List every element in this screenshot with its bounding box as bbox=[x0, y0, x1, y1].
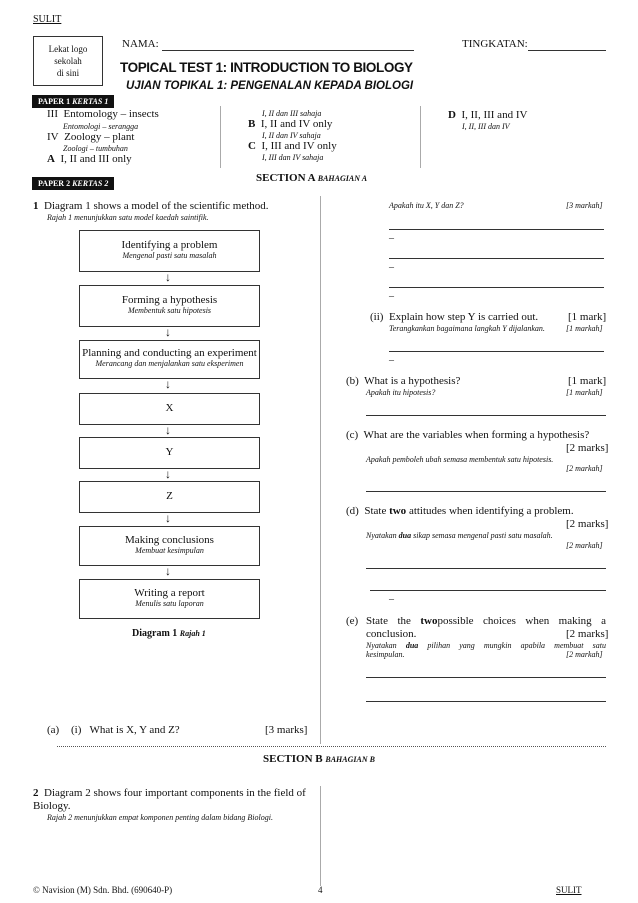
p1-option-b[interactable]: B I, II and IV only bbox=[248, 118, 333, 130]
q1c-question: (c) What are the variables when forming a hypothesis? bbox=[346, 429, 590, 441]
flow-box-report: Writing a report Menulis satu laporan bbox=[79, 579, 260, 619]
q1aii-question: (ii) Explain how step Y is carried out. bbox=[370, 311, 539, 323]
flow-box-identify: Identifying a problem Mengenal pasti satu masalah bbox=[79, 230, 260, 272]
q1ai-marks-ms: [3 markah] bbox=[566, 201, 603, 210]
q1e-marks: [2 marks] bbox=[566, 628, 609, 640]
section-a-heading: SECTION A BAHAGIAN A bbox=[256, 172, 368, 184]
flow-arrow: ↓ bbox=[165, 270, 171, 284]
answer-line[interactable] bbox=[370, 590, 606, 591]
q1b-question-ms: Apakah itu hipotesis? bbox=[366, 388, 436, 397]
flow-box-x: X bbox=[79, 393, 260, 425]
page-subtitle: UJIAN TOPIKAL 1: PENGENALAN KEPADA BIOLOGI bbox=[126, 80, 414, 92]
q1e-label: (e) bbox=[346, 615, 359, 627]
q1aii-marks-ms: [1 markah] bbox=[566, 324, 603, 333]
q1c-question-ms: Apakah pemboleh ubah semasa membentuk satu hipotesis. bbox=[366, 455, 554, 464]
q1d-question-ms: Nyatakan dua sikap semasa mengenal pasti satu masalah. bbox=[366, 531, 553, 540]
name-label: NAMA: bbox=[122, 38, 159, 50]
flow-arrow: ↓ bbox=[165, 377, 171, 391]
divider bbox=[220, 106, 221, 168]
answer-dash: – bbox=[389, 291, 394, 302]
logo-placeholder-box bbox=[33, 36, 103, 86]
answer-line[interactable] bbox=[366, 491, 606, 492]
q1e-question-line1: State the twopossible choices when making a bbox=[366, 615, 606, 627]
flow-arrow: ↓ bbox=[165, 423, 171, 437]
q1ai-marks: [3 marks] bbox=[265, 724, 308, 736]
answer-line[interactable] bbox=[389, 351, 604, 352]
p1-option-c[interactable]: C I, III and IV only bbox=[248, 140, 337, 152]
q1e-question-ms-line1: Nyatakan dua pilihan yang mungkin apabila membuat satu bbox=[366, 641, 606, 650]
page-number: 4 bbox=[318, 885, 323, 895]
logo-text-line: Lekat logo bbox=[48, 44, 88, 54]
flow-box-experiment: Planning and conducting an experiment Merancang dan menjalankan satu eksperimen bbox=[79, 340, 260, 379]
answer-dash: – bbox=[389, 355, 394, 366]
p1-option-d[interactable]: D I, II, III and IV bbox=[448, 109, 528, 121]
logo-text-line: di sini bbox=[56, 68, 80, 78]
q1b-question: (b) What is a hypothesis? bbox=[346, 375, 461, 387]
form-field[interactable] bbox=[528, 50, 606, 51]
flow-arrow: ↓ bbox=[165, 325, 171, 339]
q1-stem: 1 Diagram 1 shows a model of the scientific method. bbox=[33, 200, 269, 212]
answer-line[interactable] bbox=[389, 258, 604, 259]
p1-option-d-ms: I, II, III dan IV bbox=[462, 122, 510, 131]
q1e-question-ms-line2: kesimpulan. bbox=[366, 650, 405, 659]
q1e-marks-ms: [2 markah] bbox=[566, 650, 603, 659]
divider bbox=[420, 106, 421, 168]
p1-option-c-ms: I, III dan IV sahaja bbox=[262, 153, 324, 162]
answer-line[interactable] bbox=[389, 229, 604, 230]
p1-option-b-ms: I, II dan IV sahaja bbox=[262, 131, 321, 140]
q1ai-question-ms: Apakah itu X, Y dan Z? bbox=[389, 201, 464, 210]
p1-item-iii: III Entomology – insects bbox=[47, 108, 159, 120]
diagram-1-caption: Diagram 1 Rajah 1 bbox=[132, 628, 206, 639]
q1d-marks-ms: [2 markah] bbox=[566, 541, 603, 550]
q2-stem: 2 Diagram 2 shows four important components in the field of Biology. bbox=[33, 787, 306, 812]
q1c-marks-ms: [2 markah] bbox=[566, 464, 603, 473]
answer-line[interactable] bbox=[366, 415, 606, 416]
flow-arrow: ↓ bbox=[165, 467, 171, 481]
answer-line[interactable] bbox=[366, 568, 606, 569]
flow-box-y: Y bbox=[79, 437, 260, 469]
footer-copyright: © Navision (M) Sdn. Bhd. (690640-P) bbox=[33, 885, 173, 895]
q1b-marks: [1 mark] bbox=[568, 375, 607, 387]
paper1-tag: PAPER 1 KERTAS 1 bbox=[32, 95, 114, 108]
q1aii-marks: [1 mark] bbox=[568, 311, 607, 323]
section-divider bbox=[57, 746, 606, 747]
q1b-marks-ms: [1 markah] bbox=[566, 388, 603, 397]
answer-dash: – bbox=[389, 594, 394, 605]
q1-stem-ms: Rajah 1 menunjukkan satu model kaedah saintifik. bbox=[47, 213, 209, 222]
q1c-marks: [2 marks] bbox=[566, 442, 609, 454]
flow-box-conclusions: Making conclusions Membuat kesimpulan bbox=[79, 526, 260, 566]
section-b-heading: SECTION B BAHAGIAN B bbox=[263, 753, 375, 765]
sulit-footer: SULIT bbox=[556, 885, 582, 895]
answer-line[interactable] bbox=[366, 701, 606, 702]
q2-stem-ms: Rajah 2 menunjukkan empat komponen penting dalam bidang Biologi. bbox=[47, 813, 273, 822]
answer-dash: – bbox=[389, 262, 394, 273]
name-field[interactable] bbox=[162, 50, 414, 51]
answer-line[interactable] bbox=[389, 287, 604, 288]
column-divider bbox=[320, 786, 321, 886]
answer-dash: – bbox=[389, 233, 394, 244]
p1-item-iii-ms: Entomologi – serangga bbox=[63, 122, 139, 131]
p1-option-a[interactable]: A I, II and III only bbox=[47, 153, 132, 165]
q1aii-question-ms: Terangkankan bagaimana langkah Y dijalankan. bbox=[389, 324, 545, 333]
page-title: TOPICAL TEST 1: INTRODUCTION TO BIOLOGY bbox=[120, 60, 413, 75]
q1d-question: (d) State two attitudes when identifying a problem. bbox=[346, 505, 574, 517]
q1d-marks: [2 marks] bbox=[566, 518, 609, 530]
flow-box-hypothesis: Forming a hypothesis Membentuk satu hipotesis bbox=[79, 285, 260, 327]
logo-text-line: sekolah bbox=[54, 56, 82, 66]
sulit-header: SULIT bbox=[33, 14, 62, 25]
flow-arrow: ↓ bbox=[165, 511, 171, 525]
flow-arrow: ↓ bbox=[165, 564, 171, 578]
form-label: TINGKATAN: bbox=[462, 38, 528, 50]
answer-line[interactable] bbox=[366, 677, 606, 678]
flow-box-z: Z bbox=[79, 481, 260, 513]
q1a-label: (a) bbox=[47, 724, 60, 736]
q1ai-question: (i) What is X, Y and Z? bbox=[71, 724, 180, 736]
p1-option-a-ms: I, II dan III sahaja bbox=[262, 109, 322, 118]
paper2-tag: PAPER 2 KERTAS 2 bbox=[32, 177, 114, 190]
column-divider bbox=[320, 196, 321, 744]
p1-item-iv: IV Zoology – plant bbox=[47, 131, 135, 143]
p1-item-iv-ms: Zoologi – tumbuhan bbox=[63, 144, 128, 153]
q1e-question-line2: conclusion. bbox=[366, 628, 417, 640]
